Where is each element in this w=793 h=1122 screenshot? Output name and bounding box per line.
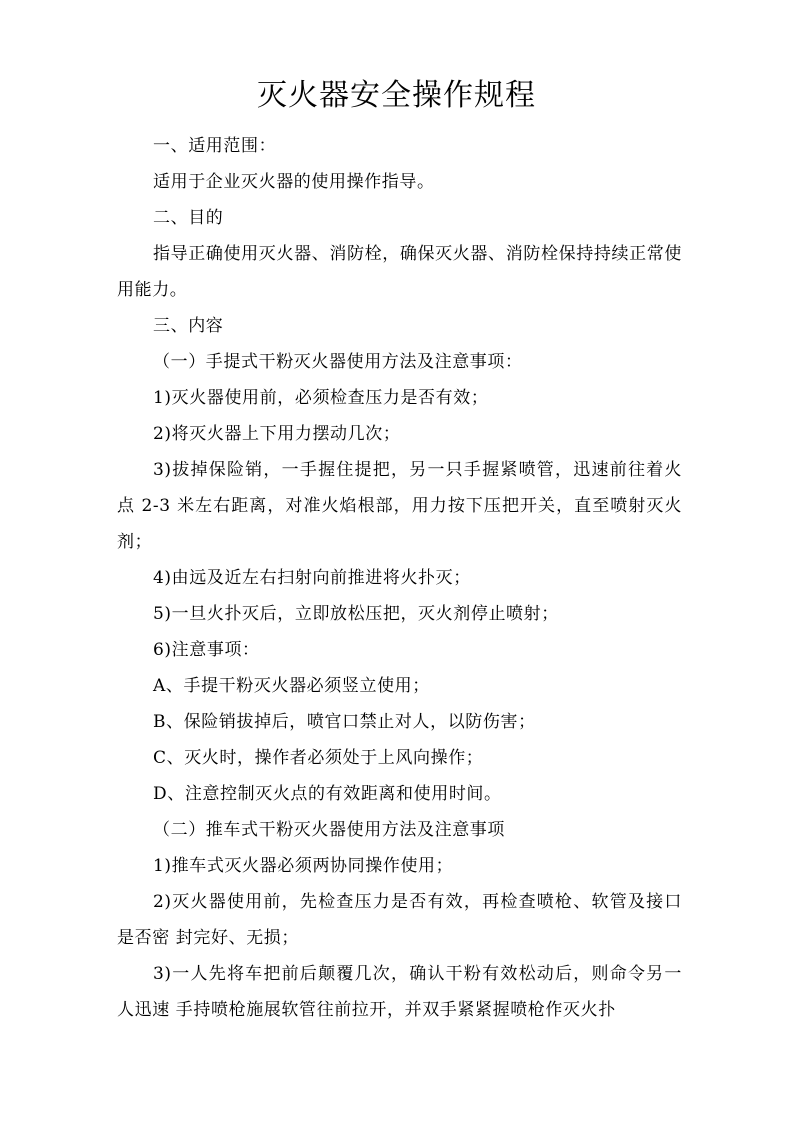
list-item: 2)灭火器使用前，先检查压力是否有效，再检查喷枪、软管及接口是否密 封完好、无损； — [117, 892, 682, 948]
list-item: 2)将灭火器上下用力摆动几次； — [153, 424, 401, 444]
list-item: 1)灭火器使用前，必须检查压力是否有效； — [153, 388, 489, 408]
list-item: 1)推车式灭火器必须两协同操作使用； — [153, 856, 454, 876]
subsection-heading-portable: （一）手提式干粉灭火器使用方法及注意事项： — [153, 352, 523, 372]
section-heading-scope: 一、适用范围： — [153, 136, 277, 156]
paragraph: 适用于企业灭火器的使用操作指导。 — [153, 172, 435, 192]
list-item: 6)注意事项： — [153, 640, 260, 660]
list-item: A、手提干粉灭火器必须竖立使用； — [153, 676, 430, 696]
list-item: 4)由远及近左右扫射向前推进将火扑灭； — [153, 568, 471, 588]
section-heading-purpose: 二、目的 — [153, 208, 224, 228]
list-item: 5)一旦火扑灭后，立即放松压把，灭火剂停止喷射； — [153, 604, 559, 624]
section-heading-content: 三、内容 — [153, 316, 224, 336]
list-item: 3)一人先将车把前后颠覆几次，确认干粉有效松动后，则命令另一人迅速 手持喷枪施展软管往前拉开，并双手紧紧握喷枪作灭火扑 — [117, 964, 682, 1020]
subsection-heading-cart: （二）推车式干粉灭火器使用方法及注意事项 — [153, 820, 505, 840]
list-item: D、注意控制灭火点的有效距离和使用时间。 — [153, 784, 502, 804]
list-item: B、保险销拔掉后，喷官口禁止对人，以防伤害； — [153, 712, 536, 732]
document-title: 灭火器安全操作规程 — [257, 78, 536, 113]
list-item: 3)拔掉保险销，一手握住提把，另一只手握紧喷管，迅速前往着火点 2-3 米左右距离，对准火焰根部，用力按下压把开关，直至喷射灭火剂； — [117, 460, 682, 552]
document-body — [117, 128, 682, 1028]
list-item: C、灭火时，操作者必须处于上风向操作； — [153, 748, 484, 768]
paragraph: 指导正确使用灭火器、消防栓，确保灭火器、消防栓保持持续正常使用能力。 — [117, 244, 682, 300]
